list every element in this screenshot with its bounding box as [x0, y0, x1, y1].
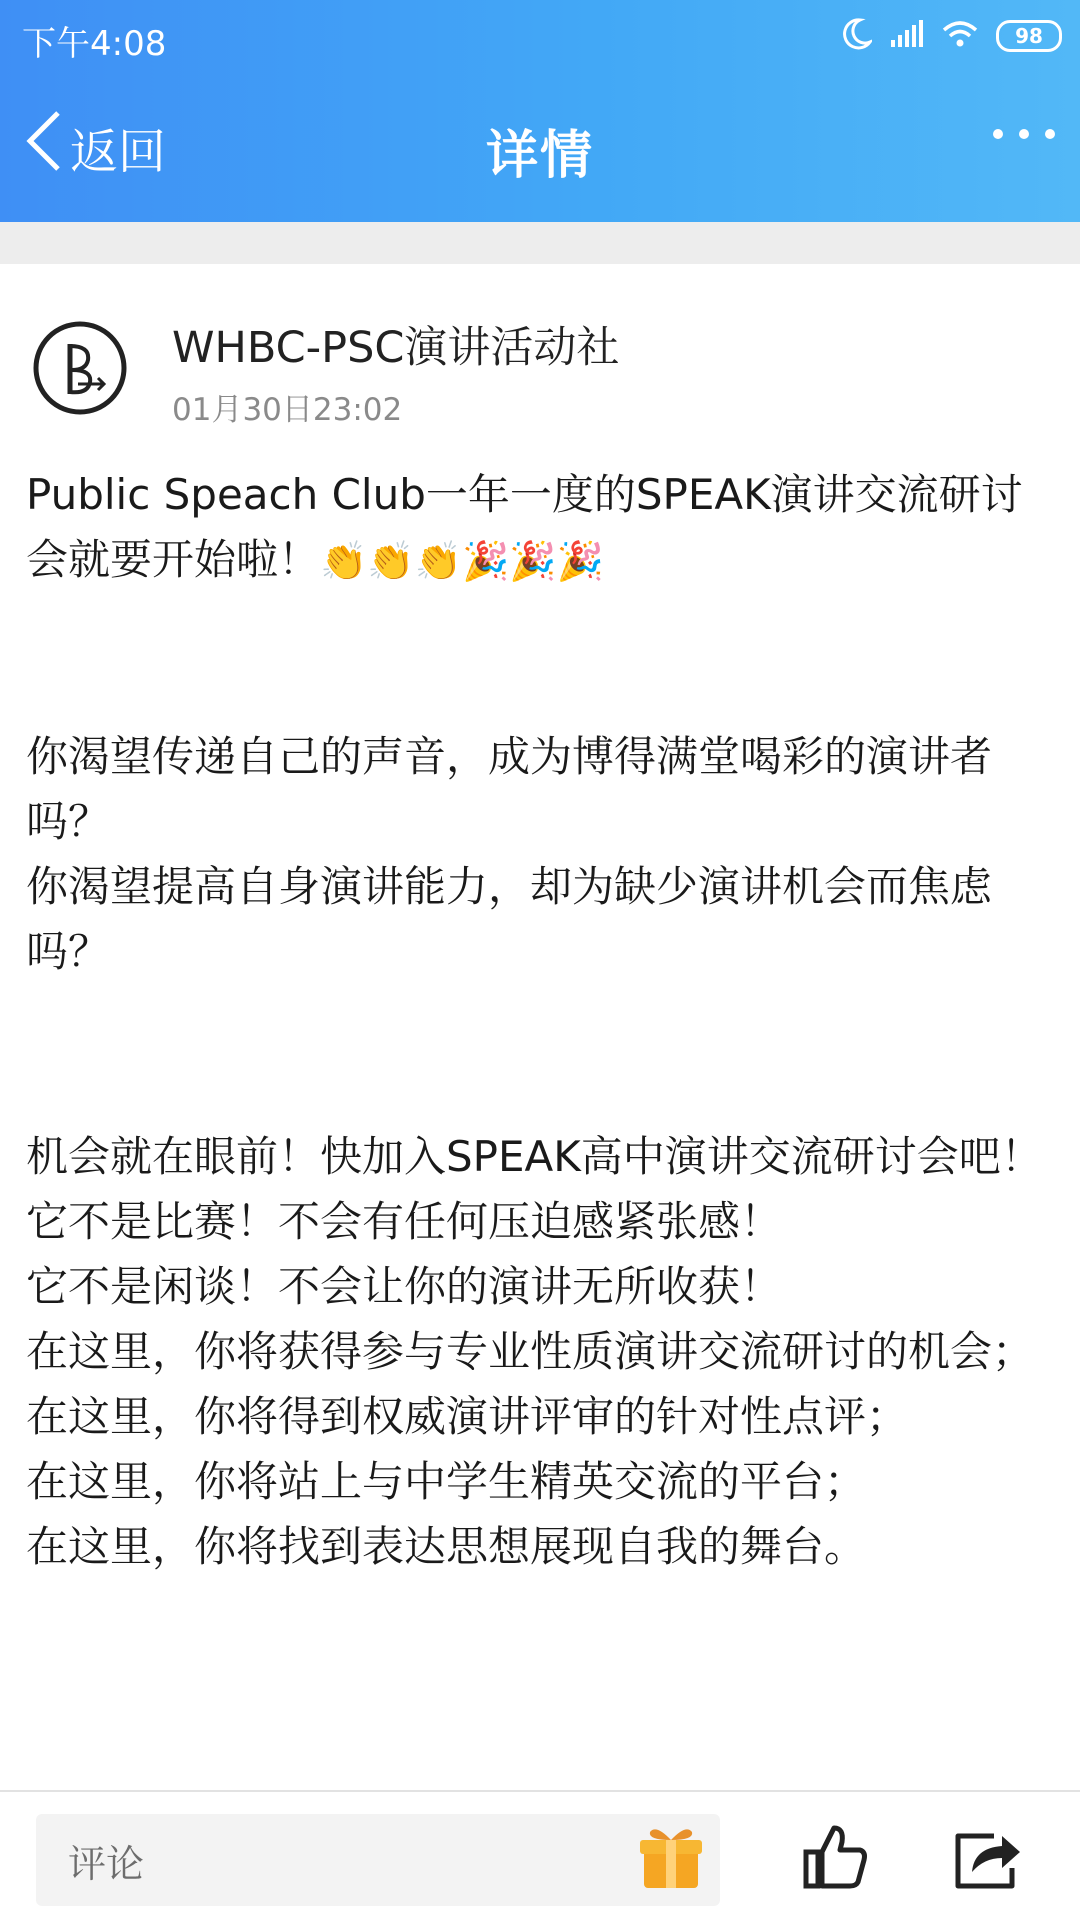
status-icons — [842, 18, 1062, 54]
nav-bar — [0, 95, 1080, 195]
comment-placeholder: 评论 — [68, 1841, 145, 1886]
post-paragraph: 你渴望提高自身演讲能力，却为缺少演讲机会而焦虑吗？ — [26, 862, 993, 976]
post-paragraph: 你渴望传递自己的声音，成为博得满堂喝彩的演讲者吗？ — [26, 732, 993, 846]
more-button[interactable] — [992, 125, 1056, 144]
share-button[interactable] — [950, 1822, 1024, 1896]
page-title: 详情 — [485, 126, 594, 186]
post-paragraph: 在这里，你将找到表达思想展现自我的舞台。 — [26, 1522, 867, 1571]
gift-icon[interactable] — [638, 1822, 704, 1896]
author-name[interactable]: WHBC-PSC演讲活动社 — [172, 323, 620, 373]
share-icon — [950, 1877, 1024, 1896]
signal-icon — [890, 20, 924, 52]
divider-band — [0, 222, 1080, 264]
status-time: 下午4:08 — [22, 24, 167, 64]
comment-input[interactable] — [36, 1814, 720, 1906]
post-paragraph: 在这里，你将站上与中学生精英交流的平台； — [26, 1457, 867, 1506]
post-timestamp: 01月30日23:02 — [172, 392, 403, 428]
battery-indicator: 98 — [996, 20, 1062, 52]
post-paragraph: 机会就在眼前！快加入SPEAK高中演讲交流研讨会吧！ — [26, 1132, 1043, 1181]
post-paragraph: 它不是闲谈！不会让你的演讲无所收获！ — [26, 1262, 783, 1311]
author-row — [0, 264, 1080, 444]
post-paragraph: 它不是比赛！不会有任何压迫感紧张感！ — [26, 1197, 783, 1246]
post-paragraph: 在这里，你将得到权威演讲评审的针对性点评； — [26, 1392, 909, 1441]
spacer — [26, 594, 1056, 724]
more-icon — [992, 125, 1056, 144]
post-intro: Public Speach Club一年一度的SPEAK演讲交流研讨会就要开始啦！👏👏👏🎉🎉🎉 — [26, 470, 1023, 584]
moon-icon — [842, 18, 872, 54]
post-paragraph: 在这里，你将获得参与专业性质演讲交流研讨的机会； — [26, 1327, 1035, 1376]
post-body — [26, 462, 1056, 1579]
thumbs-up-icon — [800, 1877, 870, 1896]
clap-party-emojis: 👏👏👏🎉🎉🎉 — [320, 539, 604, 583]
spacer — [26, 984, 1056, 1124]
bottom-action-bar — [0, 1790, 1080, 1922]
header — [0, 0, 1080, 222]
avatar[interactable] — [32, 320, 128, 420]
back-label: 返回 — [70, 123, 167, 180]
status-bar — [0, 12, 1080, 62]
wifi-icon — [942, 20, 978, 52]
like-button[interactable] — [800, 1822, 870, 1896]
